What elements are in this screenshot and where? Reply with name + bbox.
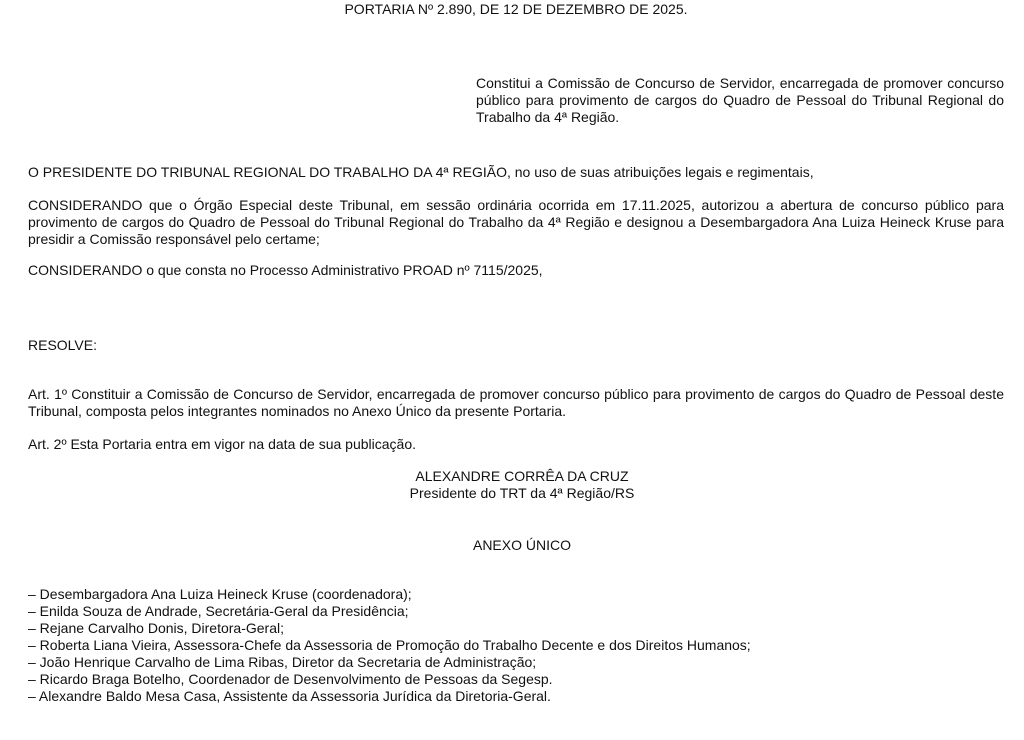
- list-item: – Rejane Carvalho Donis, Diretora-Geral;: [28, 620, 284, 636]
- considerando-1: CONSIDERANDO que o Órgão Especial deste Tribunal, em sessão ordinária ocorrida em 17.11.2025, autorizou a abertura de concurso público para provimento de cargos do Quadro de Pessoal do Tribunal Regional do Trabalho da 4ª Região e designou a Desembargadora Ana Luiza Heineck Kruse para presidir a Comissão responsável pelo certame;: [28, 197, 1004, 247]
- article-2: Art. 2º Esta Portaria entra em vigor na data de sua publicação.: [28, 436, 416, 452]
- annex-title: ANEXO ÚNICO: [472, 537, 571, 553]
- preamble: O PRESIDENTE DO TRIBUNAL REGIONAL DO TRABALHO DA 4ª REGIÃO, no uso de suas atribuições legais e regimentais,: [28, 164, 814, 180]
- annex-member-list: [28, 586, 1004, 705]
- ementa: Constitui a Comissão de Concurso de Servidor, encarregada de promover concurso público para provimento de cargos do Quadro de Pessoal do Tribunal Regional do Trabalho da 4ª Região.: [476, 75, 1004, 125]
- signatory-role: Presidente do TRT da 4ª Região/RS: [409, 485, 635, 501]
- list-item: – João Henrique Carvalho de Lima Ribas, Diretor da Secretaria de Administração;: [28, 654, 537, 670]
- list-item: – Enilda Souza de Andrade, Secretária-Geral da Presidência;: [28, 603, 409, 619]
- list-item: – Alexandre Baldo Mesa Casa, Assistente da Assessoria Jurídica da Diretoria-Geral.: [28, 688, 551, 704]
- signatory-name: ALEXANDRE CORRÊA DA CRUZ: [415, 468, 629, 484]
- signature-block: [22, 468, 1022, 502]
- list-item: – Ricardo Braga Botelho, Coordenador de Desenvolvimento de Pessoas da Segesp.: [28, 671, 553, 687]
- resolve-heading: RESOLVE:: [28, 337, 97, 353]
- list-item: – Desembargadora Ana Luiza Heineck Kruse (coordenadora);: [28, 586, 412, 602]
- document-title: PORTARIA Nº 2.890, DE 12 DE DEZEMBRO DE 2025.: [344, 1, 688, 17]
- list-item: – Roberta Liana Vieira, Assessora-Chefe da Assessoria de Promoção do Trabalho Decente e dos Direitos Humanos;: [28, 637, 751, 653]
- considerando-2: CONSIDERANDO o que consta no Processo Administrativo PROAD nº 7115/2025,: [28, 262, 543, 278]
- article-1: Art. 1º Constituir a Comissão de Concurso de Servidor, encarregada de promover concurso público para provimento de cargos do Quadro de Pessoal deste Tribunal, composta pelos integrantes nominados no Anexo Único da presente Portaria.: [28, 386, 1004, 419]
